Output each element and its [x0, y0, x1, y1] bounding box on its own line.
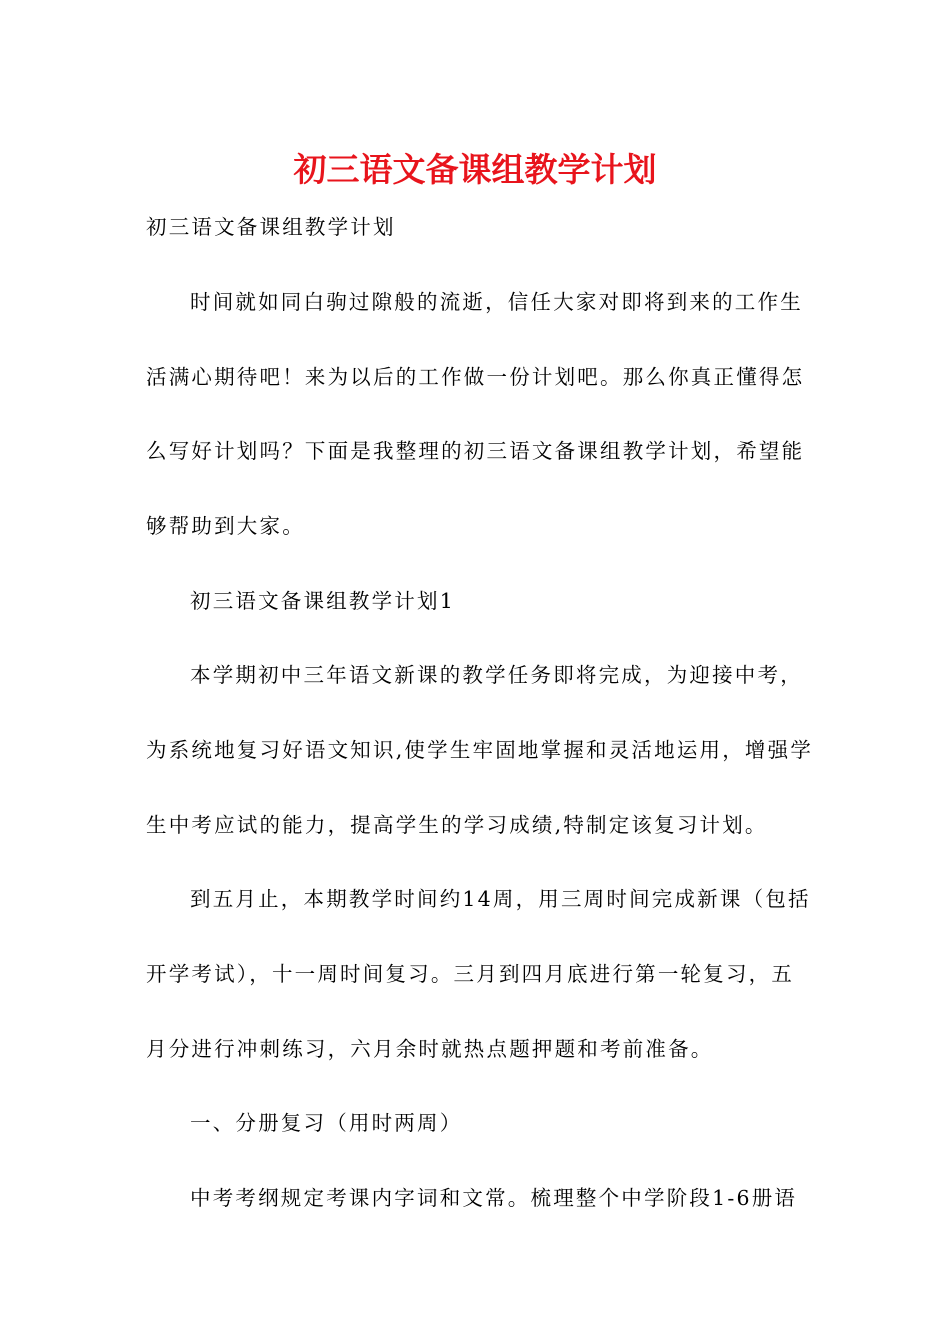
paragraph-line: 够帮助到大家。 — [146, 514, 305, 538]
section-heading: 初三语文备课组教学计划1 — [190, 589, 455, 613]
paragraph-line: 开学考试），十一周时间复习。三月到四月底进行第一轮复习，五 — [146, 962, 795, 986]
document-title: 初三语文备课组教学计划 — [293, 150, 657, 189]
paragraph-line: 月分进行冲刺练习，六月余时就热点题押题和考前准备。 — [146, 1037, 714, 1061]
paragraph-line: 时间就如同白驹过隙般的流逝，信任大家对即将到来的工作生 — [190, 290, 803, 314]
paragraph-line: 么写好计划吗？下面是我整理的初三语文备课组教学计划，希望能 — [146, 439, 805, 463]
subtitle-line: 初三语文备课组教学计划 — [146, 215, 396, 239]
paragraph-line: 到五月止，本期教学时间约14周，用三周时间完成新课（包括 — [190, 887, 811, 911]
paragraph-line: 活满心期待吧！来为以后的工作做一份计划吧。那么你真正懂得怎 — [146, 365, 805, 389]
paragraph-line: 本学期初中三年语文新课的教学任务即将完成，为迎接中考， — [190, 663, 803, 687]
paragraph-line: 中考考纲规定考课内字词和文常。梳理整个中学阶段1-6册语 — [190, 1186, 798, 1210]
paragraph-line: 生中考应试的能力，提高学生的学习成绩,特制定该复习计划。 — [146, 813, 768, 837]
paragraph-line: 为系统地复习好语文知识,使学生牢固地掌握和灵活地运用，增强学 — [146, 738, 814, 762]
section-heading: 一、分册复习（用时两周） — [190, 1111, 463, 1135]
